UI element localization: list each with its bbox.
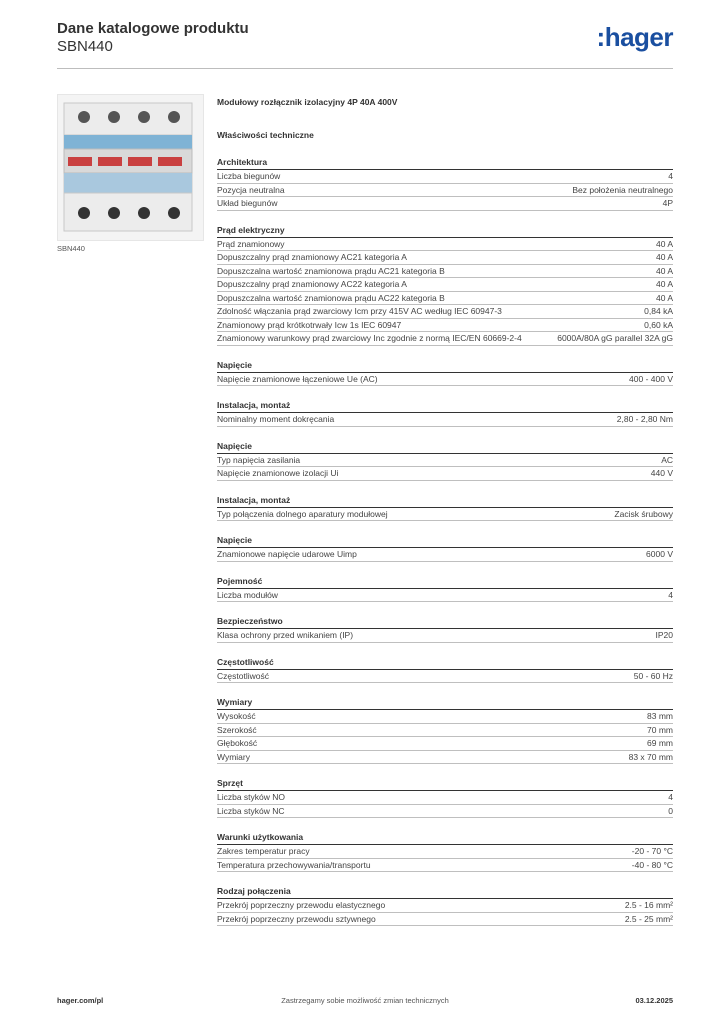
page-header bbox=[57, 20, 673, 56]
spec-row bbox=[217, 265, 673, 279]
section-title: Instalacja, montaż bbox=[217, 399, 673, 413]
spec-row bbox=[217, 859, 673, 873]
footer-date: 03.12.2025 bbox=[635, 996, 673, 1005]
spec-row bbox=[217, 589, 673, 603]
section-title: Bezpieczeństwo bbox=[217, 615, 673, 629]
spec-label: Liczba biegunów bbox=[217, 171, 281, 181]
spec-row bbox=[217, 629, 673, 643]
spec-section bbox=[217, 696, 673, 764]
spec-label: Pozycja neutralna bbox=[217, 184, 285, 195]
section-title: Sprzęt bbox=[217, 777, 673, 791]
spec-label: Zakres temperatur pracy bbox=[217, 846, 310, 856]
spec-label: Typ połączenia dolnego aparatury modułowej bbox=[217, 508, 388, 519]
spec-row bbox=[217, 278, 673, 292]
spec-row bbox=[217, 791, 673, 805]
spec-value: 4 bbox=[668, 589, 673, 600]
spec-label: Szerokość bbox=[217, 724, 257, 735]
section-title: Napięcie bbox=[217, 359, 673, 373]
spec-value: 4 bbox=[668, 171, 673, 181]
spec-row bbox=[217, 508, 673, 522]
spec-label: Dopuszczalny prąd znamionowy AC21 kategoria A bbox=[217, 252, 407, 262]
spec-label: Zdolność włączania prąd zwarciowy Icm przy 415V AC według IEC 60947-3 bbox=[217, 306, 502, 316]
spec-section bbox=[217, 534, 673, 562]
section-title: Napięcie bbox=[217, 440, 673, 454]
spec-section bbox=[217, 440, 673, 481]
spec-section bbox=[217, 656, 673, 684]
section-title: Instalacja, montaż bbox=[217, 494, 673, 508]
spec-value: 50 - 60 Hz bbox=[633, 670, 673, 681]
spec-value: 40 A bbox=[655, 292, 673, 303]
spec-label: Głębokość bbox=[217, 738, 258, 748]
spec-value: 40 A bbox=[655, 265, 673, 276]
spec-value: AC bbox=[661, 454, 673, 465]
circuit-breaker-illustration bbox=[58, 95, 203, 240]
page-title: Dane katalogowe produktu bbox=[57, 20, 249, 37]
spec-label: Klasa ochrony przed wnikaniem (IP) bbox=[217, 630, 354, 640]
spec-value: 70 mm bbox=[647, 724, 673, 735]
spec-value: Bez położenia neutralnego bbox=[572, 184, 673, 195]
spec-row bbox=[217, 319, 673, 333]
spec-sections bbox=[217, 156, 673, 926]
spec-row bbox=[217, 724, 673, 738]
spec-label: Dopuszczalny prąd znamionowy AC22 kategoria A bbox=[217, 279, 407, 289]
spec-label: Napięcie znamionowe łączeniowe Ue (AC) bbox=[217, 373, 378, 384]
spec-label: Liczba modułów bbox=[217, 589, 278, 600]
spec-value: 6000A/80A gG parallel 32A gG bbox=[557, 333, 673, 343]
product-code: SBN440 bbox=[57, 38, 113, 55]
spec-row bbox=[217, 913, 673, 927]
spec-label: Wymiary bbox=[217, 751, 250, 762]
spec-label: Temperatura przechowywania/transportu bbox=[217, 859, 371, 870]
spec-value: 83 x 70 mm bbox=[628, 751, 673, 762]
section-title: Rodzaj połączenia bbox=[217, 885, 673, 899]
spec-row bbox=[217, 292, 673, 306]
spec-row bbox=[217, 737, 673, 751]
spec-label: Nominalny moment dokręcania bbox=[217, 414, 335, 424]
tech-properties-title: Właściwości techniczne bbox=[217, 130, 314, 140]
spec-value: -20 - 70 °C bbox=[631, 846, 673, 856]
spec-row bbox=[217, 238, 673, 252]
section-title: Warunki użytkowania bbox=[217, 831, 673, 845]
section-title: Pojemność bbox=[217, 575, 673, 589]
spec-row bbox=[217, 251, 673, 265]
spec-value: 2,80 - 2,80 Nm bbox=[616, 414, 673, 424]
image-caption: SBN440 bbox=[57, 244, 85, 253]
spec-section bbox=[217, 575, 673, 603]
header-divider bbox=[57, 68, 673, 69]
spec-section bbox=[217, 359, 673, 387]
spec-row bbox=[217, 670, 673, 684]
footer-disclaimer: Zastrzegamy sobie możliwość zmian technicznych bbox=[281, 996, 449, 1005]
spec-row bbox=[217, 899, 673, 913]
section-title: Napięcie bbox=[217, 534, 673, 548]
spec-section bbox=[217, 777, 673, 818]
spec-label: Układ biegunów bbox=[217, 198, 278, 208]
spec-label: Przekrój poprzeczny przewodu elastycznego bbox=[217, 900, 386, 910]
spec-label: Znamionowe napięcie udarowe Uimp bbox=[217, 549, 357, 559]
spec-section bbox=[217, 494, 673, 522]
spec-row bbox=[217, 467, 673, 481]
spec-row bbox=[217, 413, 673, 427]
spec-row bbox=[217, 184, 673, 198]
spec-value: 4 bbox=[668, 792, 673, 802]
hager-logo: :hager bbox=[596, 22, 673, 52]
spec-label: Napięcie znamionowe izolacji Ui bbox=[217, 468, 339, 478]
spec-label: Liczba styków NO bbox=[217, 792, 286, 802]
spec-label: Znamionowy warunkowy prąd zwarciowy Inc zgodnie z normą IEC/EN 60669-2-4 bbox=[217, 333, 522, 343]
spec-section bbox=[217, 156, 673, 211]
spec-row bbox=[217, 710, 673, 724]
spec-section bbox=[217, 224, 673, 346]
spec-section bbox=[217, 831, 673, 872]
spec-row bbox=[217, 305, 673, 319]
spec-label: Znamionowy prąd krótkotrwały Icw 1s IEC 60947 bbox=[217, 319, 402, 330]
spec-label: Częstotliwość bbox=[217, 670, 269, 681]
spec-label: Liczba styków NC bbox=[217, 805, 285, 816]
section-title: Wymiary bbox=[217, 696, 673, 710]
spec-content bbox=[217, 96, 673, 926]
spec-value: 0,60 kA bbox=[644, 319, 673, 330]
spec-value: -40 - 80 °C bbox=[631, 859, 673, 870]
spec-row bbox=[217, 170, 673, 184]
spec-row bbox=[217, 548, 673, 562]
spec-row bbox=[217, 751, 673, 765]
spec-section bbox=[217, 615, 673, 643]
product-name: Modułowy rozłącznik izolacyjny 4P 40A 400V bbox=[217, 97, 398, 107]
spec-section bbox=[217, 885, 673, 926]
spec-value: 2.5 - 16 mm² bbox=[624, 900, 673, 910]
spec-label: Prąd znamionowy bbox=[217, 238, 285, 249]
spec-row bbox=[217, 332, 673, 346]
spec-value: 40 A bbox=[655, 279, 673, 289]
spec-value: 6000 V bbox=[646, 549, 673, 559]
spec-label: Przekrój poprzeczny przewodu sztywnego bbox=[217, 913, 376, 924]
spec-label: Dopuszczalna wartość znamionowa prądu AC22 kategoria B bbox=[217, 292, 445, 303]
spec-value: 0 bbox=[668, 805, 673, 816]
spec-row bbox=[217, 197, 673, 211]
section-title: Częstotliwość bbox=[217, 656, 673, 670]
product-image bbox=[57, 94, 204, 241]
spec-label: Typ napięcia zasilania bbox=[217, 454, 301, 465]
spec-row bbox=[217, 454, 673, 468]
spec-label: Wysokość bbox=[217, 711, 256, 721]
spec-value: 400 - 400 V bbox=[629, 373, 673, 384]
spec-row bbox=[217, 373, 673, 387]
spec-value: Zacisk śrubowy bbox=[614, 508, 673, 519]
spec-value: 69 mm bbox=[647, 738, 673, 748]
spec-value: 2.5 - 25 mm² bbox=[624, 913, 673, 924]
section-title: Architektura bbox=[217, 156, 673, 170]
spec-row bbox=[217, 845, 673, 859]
section-title: Prąd elektryczny bbox=[217, 224, 673, 238]
spec-value: 4P bbox=[662, 198, 673, 208]
footer-website[interactable]: hager.com/pl bbox=[57, 996, 104, 1005]
spec-label: Dopuszczalna wartość znamionowa prądu AC21 kategoria B bbox=[217, 265, 445, 276]
spec-value: 40 A bbox=[655, 238, 673, 249]
spec-section bbox=[217, 399, 673, 427]
spec-value: 440 V bbox=[650, 468, 673, 478]
spec-value: IP20 bbox=[655, 630, 673, 640]
spec-value: 0,84 kA bbox=[644, 306, 673, 316]
spec-value: 40 A bbox=[655, 252, 673, 262]
spec-value: 83 mm bbox=[647, 711, 673, 721]
spec-row bbox=[217, 805, 673, 819]
